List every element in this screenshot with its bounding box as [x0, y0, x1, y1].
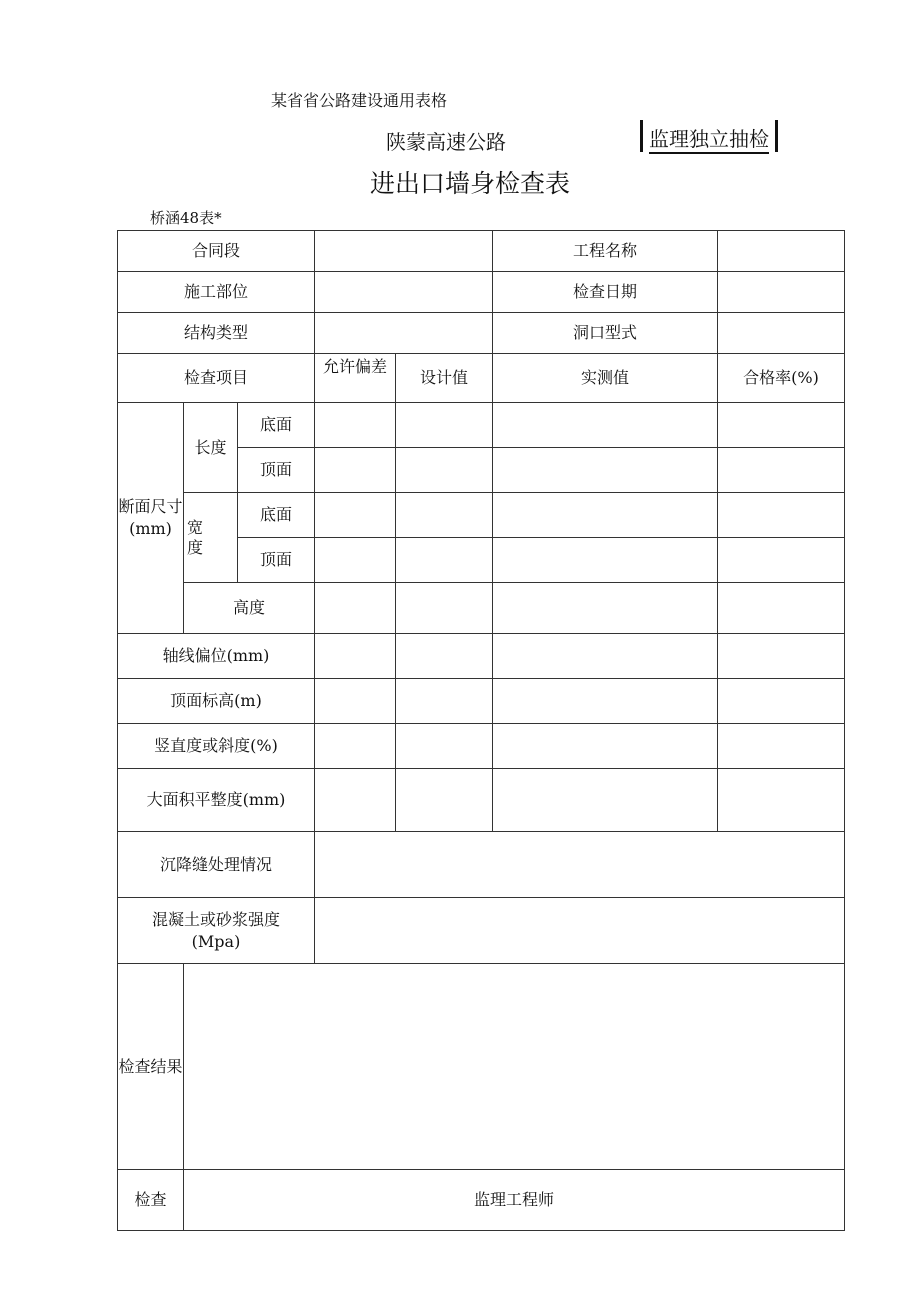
width-text: 宽度 — [187, 517, 204, 557]
flatness-label: 大面积平整度(mm) — [118, 769, 315, 832]
cell[interactable] — [493, 403, 718, 448]
verticality-label: 竖直度或斜度(%) — [118, 724, 315, 769]
cell[interactable] — [396, 769, 493, 832]
cell[interactable] — [718, 493, 845, 538]
cell[interactable] — [396, 403, 493, 448]
top-elevation-label: 顶面标高(m) — [118, 679, 315, 724]
inspection-stamp — [640, 120, 778, 152]
cell[interactable] — [396, 724, 493, 769]
construction-part-label: 施工部位 — [118, 272, 315, 313]
axis-offset-label: 轴线偏位(mm) — [118, 634, 315, 679]
width-bottom-label: 底面 — [238, 493, 315, 538]
table-row — [118, 583, 845, 634]
page-title: 进出口墙身检查表 — [370, 169, 571, 198]
table-row — [118, 403, 845, 448]
contract-section-label: 合同段 — [118, 231, 315, 272]
cell[interactable] — [718, 538, 845, 583]
cell[interactable] — [396, 583, 493, 634]
cell[interactable] — [493, 583, 718, 634]
contract-section-value[interactable] — [315, 231, 493, 272]
inspection-form-table — [117, 230, 845, 1231]
portal-type-value[interactable] — [718, 313, 845, 354]
cell[interactable] — [315, 493, 396, 538]
structure-type-value[interactable] — [315, 313, 493, 354]
supervisor-label: 监理工程师 — [184, 1170, 845, 1231]
table-row — [118, 493, 845, 538]
cell[interactable] — [493, 538, 718, 583]
col-measured-header: 实测值 — [493, 354, 718, 403]
cell[interactable] — [396, 493, 493, 538]
project-name-label: 工程名称 — [493, 231, 718, 272]
width-top-label: 顶面 — [238, 538, 315, 583]
cell[interactable] — [718, 724, 845, 769]
stamp-text: 监理独立抽检 — [649, 127, 769, 154]
col-tolerance-header: 允许偏差 — [315, 354, 396, 403]
settlement-joint-label: 沉降缝处理情况 — [118, 832, 315, 898]
inspection-label: 检查 — [118, 1170, 184, 1231]
table-row — [118, 272, 845, 313]
cell[interactable] — [396, 448, 493, 493]
cell[interactable] — [315, 634, 396, 679]
cell[interactable] — [718, 448, 845, 493]
form-series-label: 某省省公路建设通用表格 — [271, 91, 448, 110]
table-header-row — [118, 354, 845, 403]
cell[interactable] — [315, 538, 396, 583]
cell[interactable] — [396, 679, 493, 724]
table-row — [118, 634, 845, 679]
width-label — [184, 493, 238, 583]
cell[interactable] — [718, 634, 845, 679]
check-result-label: 检查结果 — [118, 964, 184, 1170]
length-top-label: 顶面 — [238, 448, 315, 493]
structure-type-label: 结构类型 — [118, 313, 315, 354]
cell[interactable] — [315, 769, 396, 832]
table-row — [118, 679, 845, 724]
table-row — [118, 1170, 845, 1231]
table-row — [118, 724, 845, 769]
construction-part-value[interactable] — [315, 272, 493, 313]
cell[interactable] — [493, 493, 718, 538]
table-row — [118, 313, 845, 354]
check-result-value[interactable] — [184, 964, 845, 1170]
cell[interactable] — [315, 448, 396, 493]
project-name: 陕蒙高速公路 — [386, 130, 506, 154]
portal-type-label: 洞口型式 — [493, 313, 718, 354]
settlement-joint-value[interactable] — [315, 832, 845, 898]
table-row — [118, 964, 845, 1170]
table-row — [118, 769, 845, 832]
project-name-value[interactable] — [718, 231, 845, 272]
height-label: 高度 — [184, 583, 315, 634]
cell[interactable] — [315, 679, 396, 724]
table-row — [118, 898, 845, 964]
cell[interactable] — [315, 403, 396, 448]
length-label: 长度 — [184, 403, 238, 493]
cell[interactable] — [396, 538, 493, 583]
col-design-header: 设计值 — [396, 354, 493, 403]
table-row — [118, 832, 845, 898]
strength-label: 混凝土或砂浆强度(Mpa) — [118, 898, 315, 964]
cell[interactable] — [315, 583, 396, 634]
cell[interactable] — [396, 634, 493, 679]
length-bottom-label: 底面 — [238, 403, 315, 448]
table-row — [118, 231, 845, 272]
form-number: 桥涵48表* — [150, 209, 222, 227]
cell[interactable] — [493, 634, 718, 679]
check-date-value[interactable] — [718, 272, 845, 313]
col-item-header: 检查项目 — [118, 354, 315, 403]
cell[interactable] — [493, 769, 718, 832]
check-date-label: 检查日期 — [493, 272, 718, 313]
cell[interactable] — [493, 724, 718, 769]
strength-value[interactable] — [315, 898, 845, 964]
section-size-label: 断面尺寸(mm) — [118, 403, 184, 634]
col-pass-rate-header: 合格率(%) — [718, 354, 845, 403]
cell[interactable] — [493, 448, 718, 493]
cell[interactable] — [718, 403, 845, 448]
cell[interactable] — [493, 679, 718, 724]
cell[interactable] — [315, 724, 396, 769]
cell[interactable] — [718, 679, 845, 724]
cell[interactable] — [718, 583, 845, 634]
cell[interactable] — [718, 769, 845, 832]
